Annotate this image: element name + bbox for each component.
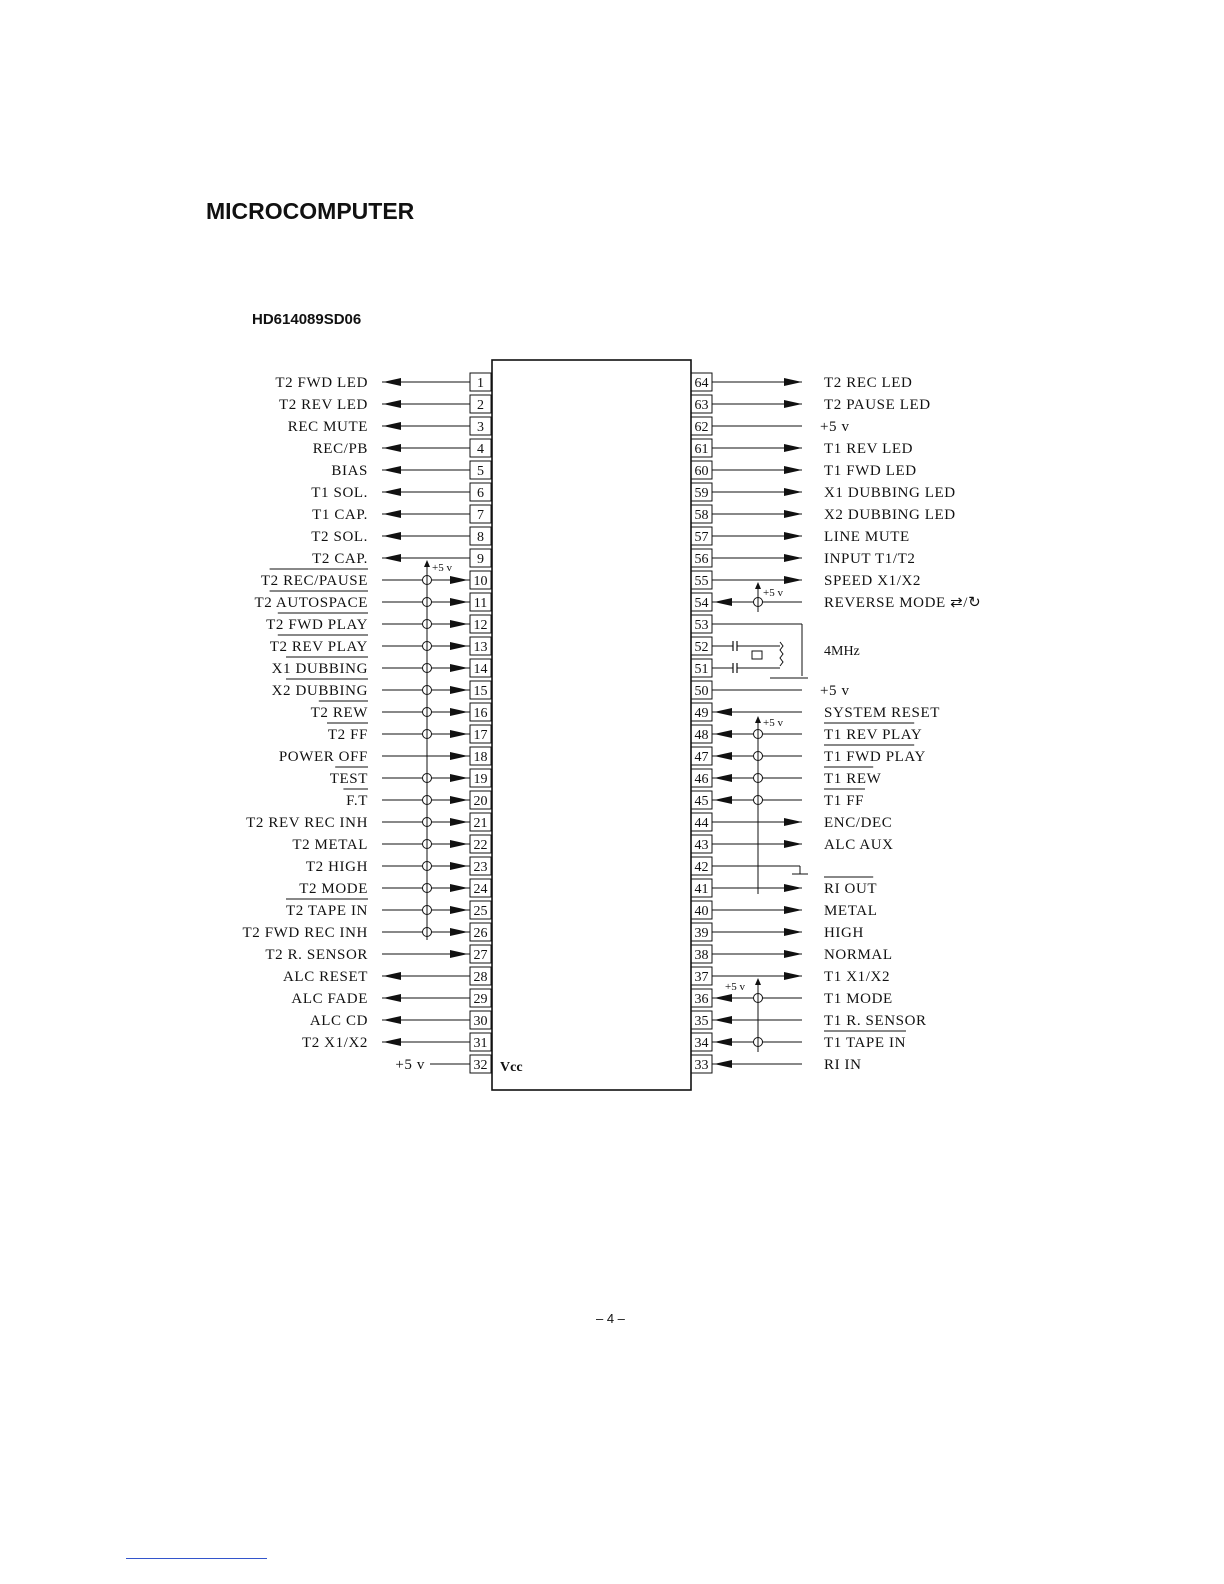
pin-label: NORMAL [824,947,893,963]
pin-22 [292,835,491,853]
pin-number: 25 [473,904,488,919]
pin-label: T2 R. SENSOR [265,947,368,963]
pin-37 [691,967,890,985]
lower-supply-label: +5 v [725,981,745,993]
pin-label: T2 REV LED [278,397,368,413]
pin-number: 26 [473,926,488,941]
pin-number: 31 [473,1036,488,1051]
pin-26 [243,923,491,941]
pin-number: 44 [694,816,709,831]
extras-layer [424,560,860,1052]
pin-number: 40 [694,904,709,919]
page-title: MICROCOMPUTER [206,198,415,224]
pin-label: T1 REV PLAY [824,727,923,743]
pin-49 [691,703,940,721]
pin-label: ALC RESET [283,969,368,985]
pin-number: 52 [694,640,709,655]
pin-label: T2 FWD LED [275,375,368,391]
pin-number: 23 [473,860,488,875]
pin-label: T2 PAUSE LED [824,397,931,413]
pin-52 [691,637,712,655]
pin-17 [327,723,491,743]
pin-57 [691,527,910,545]
pin-62 [691,417,850,435]
pin-36 [691,989,893,1007]
pin-28 [283,967,491,985]
pin-label: T1 SOL. [311,485,368,501]
pin-number: 56 [694,552,709,567]
pin-56 [691,549,915,567]
pin-label: T2 CAP. [312,551,368,567]
pin-number: 60 [694,464,709,479]
pin-7 [312,505,491,523]
pin-label: T1 FF [824,793,865,809]
pin-34 [691,1031,906,1051]
pin-number: 13 [473,640,488,655]
pin-label: T2 METAL [292,837,368,853]
pin-label: SYSTEM RESET [824,705,940,721]
pin-44 [691,813,892,831]
pin-number: 33 [694,1058,709,1073]
pin-label: X2 DUBBING [271,683,368,699]
speed-supply-label: +5 v [763,587,783,599]
pin-label: TEST [329,771,368,787]
pin-number: 14 [473,662,488,677]
pin-63 [691,395,931,413]
pin-number: 34 [694,1036,709,1051]
pin-label: T2 TAPE IN [285,903,368,919]
pin-number: 49 [694,706,709,721]
pin-label: ENC/DEC [824,815,893,831]
pin-label: T1 TAPE IN [824,1035,907,1051]
pins-layer [243,373,982,1073]
pin-number: 47 [694,750,709,765]
pin-number: 6 [477,486,484,501]
pin-number: 3 [477,420,484,435]
pin-32 [395,1055,491,1073]
pin-number: 1 [477,376,484,391]
pin-label: +5 v [820,419,850,435]
pin-number: 20 [473,794,488,809]
pin-label: T2 REC LED [824,375,913,391]
pin-number: 32 [473,1058,488,1073]
pin-number: 2 [477,398,484,413]
pin-number: 19 [473,772,488,787]
pin-9 [312,549,491,567]
pin-label: T2 FF [327,727,368,743]
pin-number: 59 [694,486,709,501]
pin-number: 63 [694,398,709,413]
pin-label: T1 R. SENSOR [824,1013,927,1029]
pin-number: 38 [694,948,709,963]
pin-label: T1 REW [824,771,882,787]
crystal-label: 4MHz [824,644,860,659]
pin-label: X1 DUBBING LED [824,485,956,501]
pin-label: X1 DUBBING [271,661,368,677]
pin-label: ALC CD [309,1013,368,1029]
pin-label: T2 SOL. [311,529,368,545]
pin-number: 35 [694,1014,709,1029]
pin-5 [331,461,491,479]
right-supply-label: +5 v [763,717,783,729]
pin-number: 58 [694,508,709,523]
pin-number: 29 [473,992,488,1007]
pin-number: 17 [473,728,488,743]
pin-label: T2 REV REC INH [246,815,368,831]
pin-label: +5 v [820,683,850,699]
pin-label: REVERSE MODE ⇄/↻ [824,595,982,611]
pin-number: 22 [473,838,488,853]
pin-number: 7 [477,508,484,523]
pin-43 [691,835,894,853]
pin-label: T2 REW [310,705,368,721]
pin-label: T1 FWD LED [824,463,917,479]
left-supply-label: +5 v [432,562,452,574]
pin-14 [272,657,491,677]
pin-16 [311,701,491,721]
pin-label: INPUT T1/T2 [824,551,916,567]
pin-number: 51 [694,662,709,677]
pin-label: RI IN [824,1057,862,1073]
pin-51 [691,659,712,677]
pin-label: ALC FADE [291,991,368,1007]
pin-label: T1 REV LED [824,441,914,457]
pin-18 [279,747,491,765]
pin-61 [691,439,913,457]
pin-11 [255,591,491,611]
pin-number: 64 [694,376,709,391]
pin-label: POWER OFF [278,749,368,765]
pin-number: 55 [694,574,709,589]
pin-number: 11 [473,596,488,611]
pin-27 [265,945,491,963]
pin-number: 61 [694,442,709,457]
pin-number: 37 [694,970,709,985]
pin-number: 62 [694,420,709,435]
page-number: – 4 – [596,1311,625,1326]
pin-59 [691,483,956,501]
pin-label: RI OUT [824,881,878,897]
pin-label: REC/PB [312,441,368,457]
pin-31 [302,1033,491,1051]
chip-body [492,360,691,1090]
pin-33 [691,1055,862,1073]
pin-number: 28 [473,970,488,985]
pin-number: 54 [694,596,709,611]
pin-15 [272,679,491,699]
pin-40 [691,901,877,919]
pin-21 [246,813,491,831]
pin-label: T2 REV PLAY [269,639,368,655]
pin-12 [266,613,491,633]
pin-label: +5 v [395,1057,425,1073]
pin-number: 27 [473,948,488,963]
pin-number: 57 [694,530,709,545]
pin-label: SPEED X1/X2 [824,573,922,589]
pin-label: ALC AUX [824,837,894,853]
pin-10 [261,569,491,589]
pin-46 [691,767,882,787]
pin-number: 18 [473,750,488,765]
pin-label: T2 FWD PLAY [266,617,368,633]
pin-label: T1 MODE [824,991,893,1007]
pin-label: T1 X1/X2 [824,969,891,985]
pin-label: T2 X1/X2 [301,1035,368,1051]
pin-number: 43 [694,838,709,853]
pin-number: 12 [473,618,488,633]
pin-number: 5 [477,464,484,479]
pin-number: 36 [694,992,709,1007]
pin-label: BIAS [331,463,368,479]
pin-48 [691,723,922,743]
pin-24 [299,879,491,897]
pin-1 [275,373,491,391]
pin-number: 39 [694,926,709,941]
pin-25 [286,899,491,919]
pin-number: 21 [473,816,488,831]
pin-64 [691,373,913,391]
pin-label: T1 FWD PLAY [824,749,926,765]
pin-39 [691,923,864,941]
pin-number: 50 [694,684,709,699]
pin-41 [691,877,877,897]
pin-number: 53 [694,618,709,633]
pin-label: T2 HIGH [305,859,368,875]
pin-47 [691,745,926,765]
pin-number: 41 [694,882,709,897]
pin-number: 46 [694,772,709,787]
pin-label: T2 REC/PAUSE [260,573,368,589]
pin-label: T2 MODE [299,881,368,897]
pin-13 [270,635,491,655]
pin-label: REC MUTE [287,419,368,435]
pin-label: LINE MUTE [824,529,910,545]
pin-number: 9 [477,552,484,567]
pin-2 [279,395,491,413]
pin-38 [691,945,893,963]
pin-58 [691,505,956,523]
pin-number: 15 [473,684,488,699]
pin-50 [691,681,850,699]
pin-19 [330,767,491,787]
pin-55 [691,571,921,589]
pin-label: T1 CAP. [312,507,368,523]
pin-label: F.T [346,793,368,809]
pin-label: METAL [824,903,878,919]
pin-number: 16 [473,706,488,721]
pin-35 [691,1011,927,1029]
pin-number: 8 [477,530,484,545]
pin-label: HIGH [824,925,864,941]
pin-42 [691,857,712,875]
pin-number: 30 [473,1014,488,1029]
pin-label: T2 FWD REC INH [242,925,368,941]
pin-3 [288,417,491,435]
pin-8 [311,527,491,545]
part-number: HD614089SD06 [252,311,362,328]
pin-29 [291,989,491,1007]
vcc-label: Vcc [500,1060,523,1075]
pin-54 [691,593,981,611]
pin-53 [691,615,712,633]
pin-number: 4 [477,442,484,457]
pin-6 [311,483,491,501]
pin-number: 10 [473,574,488,589]
pin-number: 48 [694,728,709,743]
pin-number: 45 [694,794,709,809]
pin-20 [343,789,491,809]
pin-23 [306,857,491,875]
pin-4 [313,439,491,457]
footer-rule [126,1558,267,1559]
pin-number: 42 [694,860,709,875]
pin-60 [691,461,917,479]
pin-number: 24 [473,882,488,897]
pin-45 [691,789,865,809]
pin-label: X2 DUBBING LED [824,507,956,523]
pin-label: T2 AUTOSPACE [254,595,368,611]
pin-30 [310,1011,491,1029]
